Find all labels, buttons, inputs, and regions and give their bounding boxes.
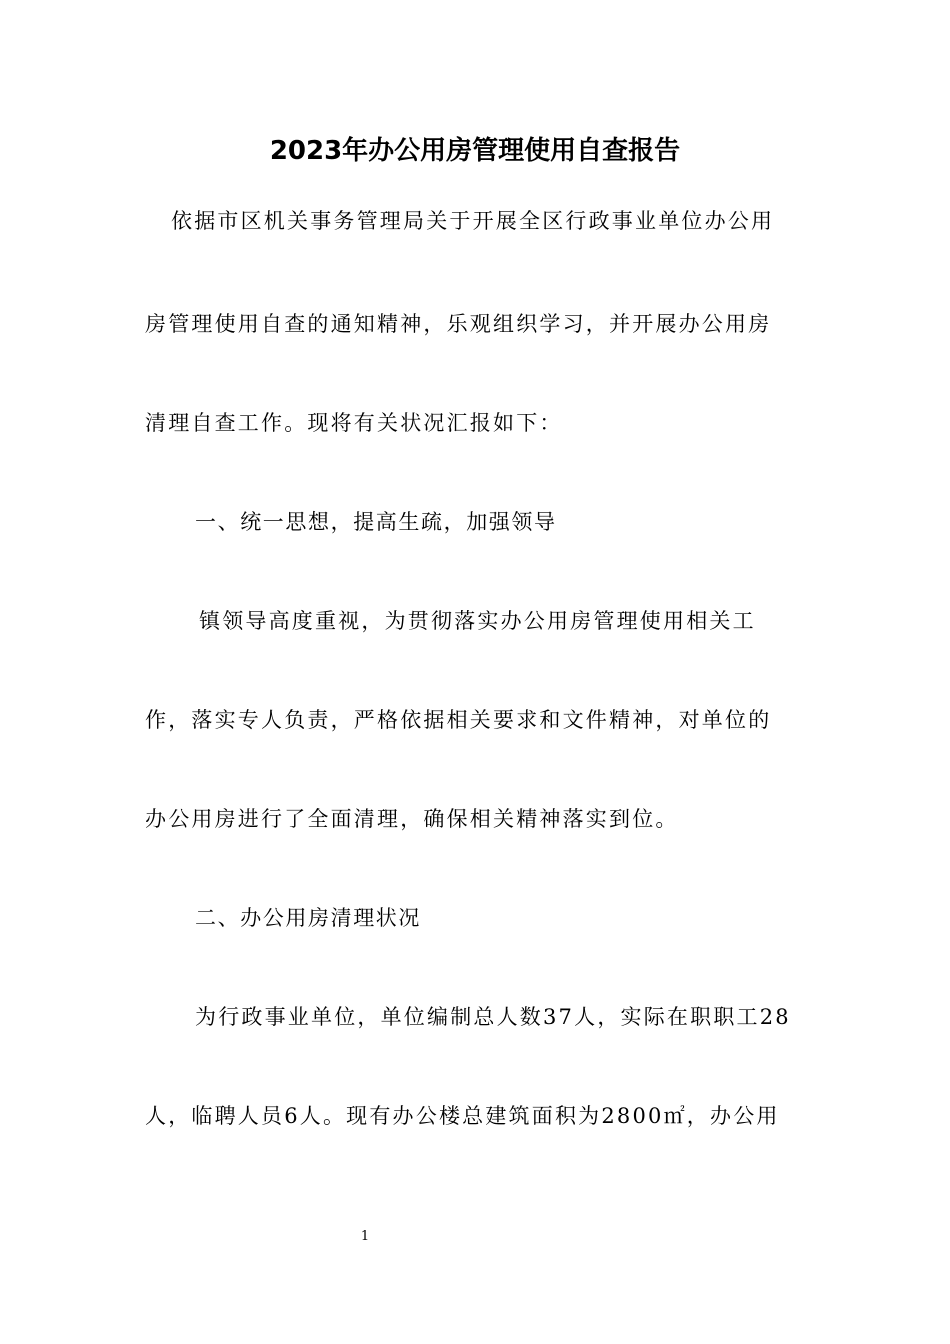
paragraph-line: 办公用房进行了全面清理，确保相关精神落实到位。 [145, 807, 679, 831]
paragraph-line: 房管理使用自查的通知精神，乐观组织学习，并开展办公用房 [145, 312, 772, 336]
page-number: 1 [360, 1229, 370, 1244]
paragraph-line: 人，临聘人员6人。现有办公楼总建筑面积为2800㎡，办公用 [145, 1104, 780, 1128]
section-heading: 二、办公用房清理状况 [195, 906, 421, 930]
paragraph-line: 清理自查工作。现将有关状况汇报如下： [145, 411, 563, 435]
paragraph-line: 作，落实专人负责，严格依据相关要求和文件精神，对单位的 [145, 708, 772, 732]
paragraph-line: 镇领导高度重视，为贯彻落实办公用房管理使用相关工 [199, 609, 756, 633]
section-heading: 一、统一思想，提高生疏，加强领导 [195, 510, 557, 534]
document-title: 2023年办公用房管理使用自查报告 [269, 136, 681, 166]
paragraph-line: 为行政事业单位，单位编制总人数37人，实际在职职工28 [195, 1005, 791, 1029]
paragraph-line: 依据市区机关事务管理局关于开展全区行政事业单位办公用 [171, 209, 775, 233]
